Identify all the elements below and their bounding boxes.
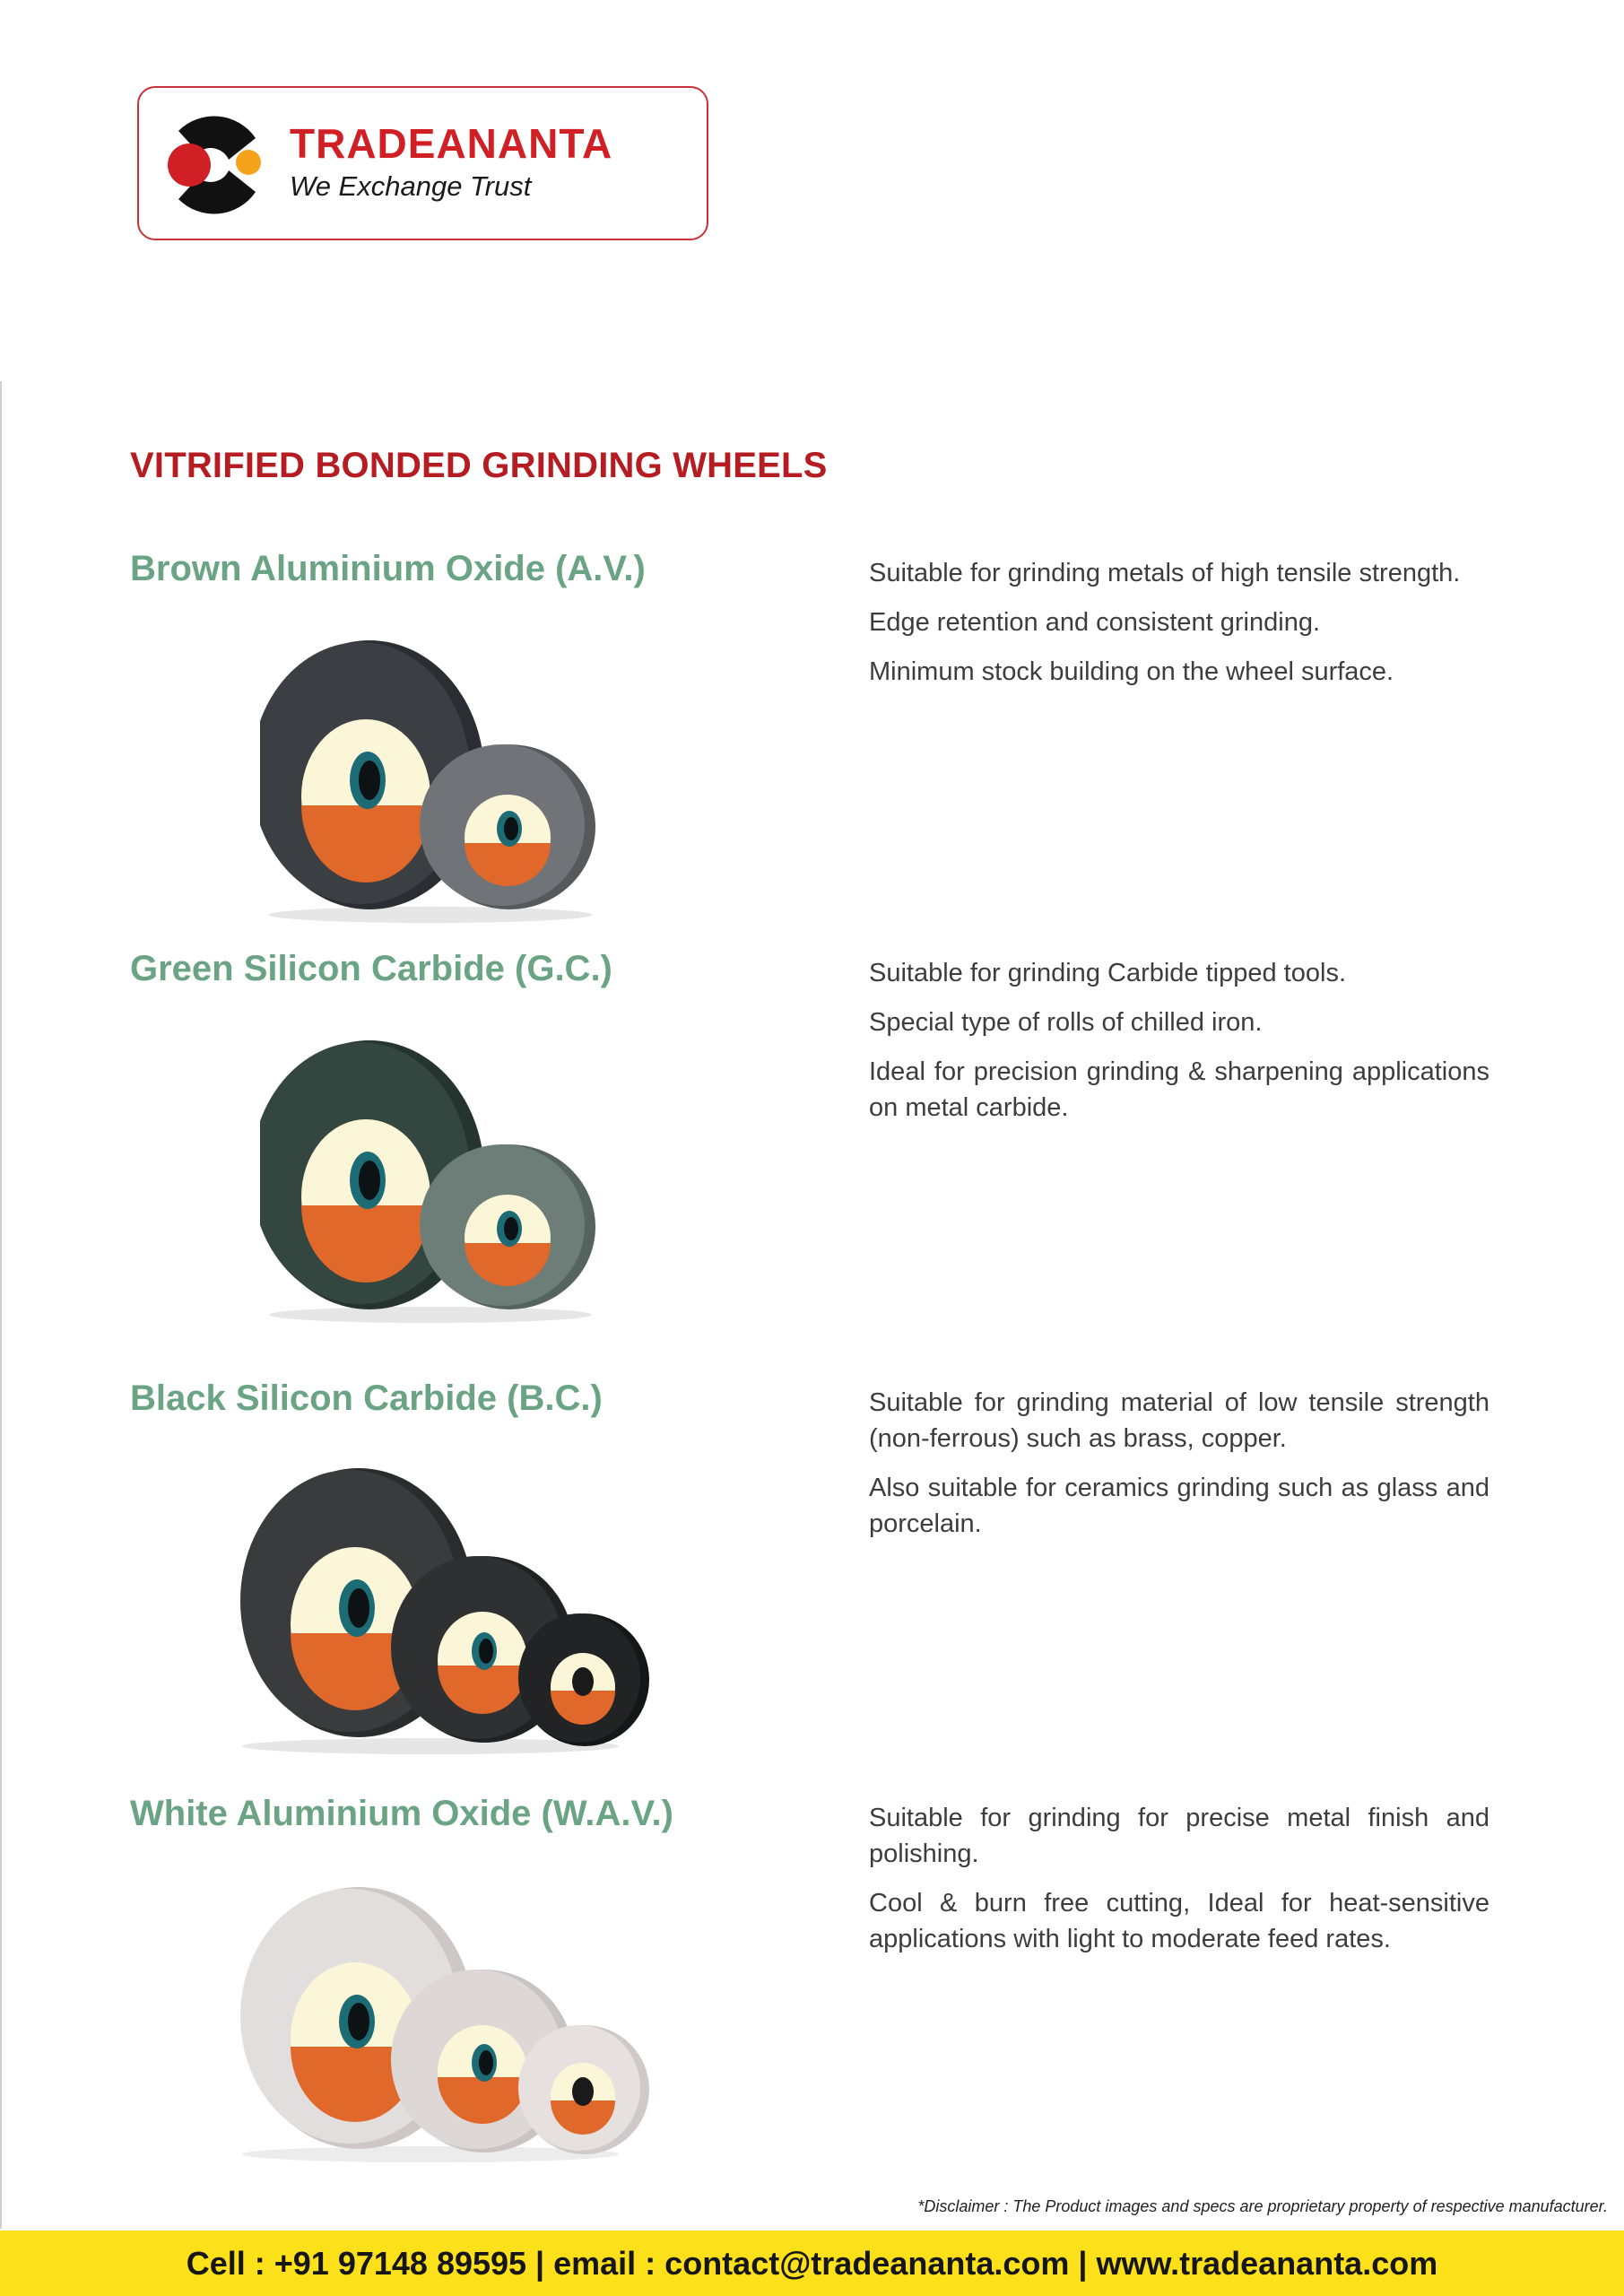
small-wheel [518,2025,649,2154]
brand-logo-card [137,86,708,240]
page-left-border [0,381,2,2229]
feature-item: Special type of rolls of chilled iron. [869,1008,1263,1037]
grinding-wheel-product-image [224,1876,655,2163]
section-title: Green Silicon Carbide (G.C.) [130,949,612,988]
feature-item: Edge retention and consistent grinding. [869,608,1321,637]
section-title: Brown Aluminium Oxide (A.V.) [130,549,646,588]
feature-item: Suitable for grinding metals of high tensile strength. [869,559,1461,587]
grinding-wheel-product-image [260,630,619,926]
section-title: White Aluminium Oxide (W.A.V.) [130,1794,673,1833]
feature-item: Suitable for grinding Carbide tipped tools. [869,959,1346,987]
section-title: Black Silicon Carbide (B.C.) [130,1378,603,1418]
feature-item: Minimum stock building on the wheel surface. [869,657,1394,686]
feature-list [869,1800,1489,1970]
feature-item: Cool & burn free cutting, Ideal for heat-sensitive applications with light to moderate feed rates. [869,1889,1489,1953]
brand-name: TRADEANANTA [290,120,613,167]
grinding-wheel-product-image [260,1030,619,1326]
feature-list [869,955,1489,1139]
disclaimer-note: *Disclaimer : The Product images and specs are proprietary property of respective manufacturer. [917,2197,1608,2215]
contact-footer-bar [0,2231,1624,2296]
grinding-wheel-product-image [224,1457,655,1758]
small-wheel [420,744,595,909]
feature-item: Ideal for precision grinding & sharpening applications on metal carbide. [869,1057,1489,1122]
brand-tagline: We Exchange Trust [290,170,532,202]
feature-list [869,555,1489,703]
small-wheel [518,1613,649,1746]
page-title: VITRIFIED BONDED GRINDING WHEELS [130,446,828,485]
tradeananta-logo-mark-icon [162,113,266,217]
feature-item: Suitable for grinding material of low tensile strength (non-ferrous) such as brass, copper. [869,1388,1489,1453]
feature-item: Suitable for grinding for precise metal finish and polishing. [869,1804,1489,1868]
feature-list [869,1385,1489,1555]
feature-item: Also suitable for ceramics grinding such as glass and porcelain. [869,1474,1489,1538]
contact-line: Cell : +91 97148 89595 | email : contact@tradeananta.com | www.tradeananta.com [186,2244,1438,2282]
small-wheel [420,1144,595,1309]
